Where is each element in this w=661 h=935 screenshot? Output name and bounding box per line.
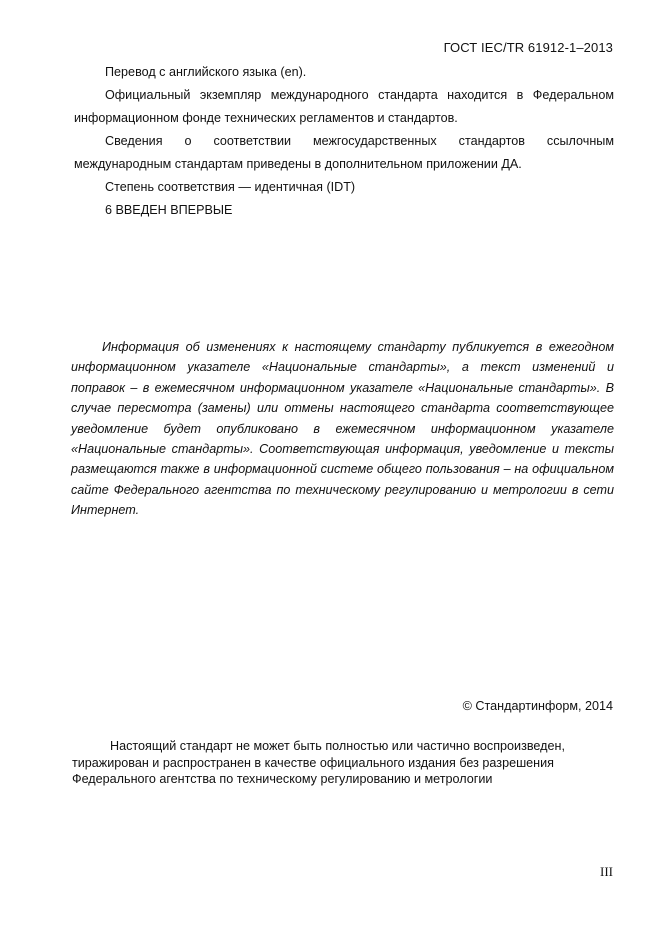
- reproduction-notice-line-3: Федерального агентства по техническому регулированию и метрологии: [72, 772, 493, 786]
- official-copy-note: Официальный экземпляр международного стандарта находится в Федеральном информационном фонде технических регламентов и стандартов.: [74, 88, 614, 125]
- translation-note: Перевод с английского языка (en).: [105, 65, 307, 79]
- reproduction-notice: [72, 738, 612, 788]
- copyright-notice: © Стандартинформ, 2014: [462, 699, 613, 713]
- changes-information-paragraph: Информация об изменениях к настоящему стандарту публикуется в ежегодном информационном указателе «Национальные стандарты», а текст изменений и поправок – в ежемесячном информационном указателе «Национальные стандарты». В случае пересмотра (замены) или отмены настоящего стандарта соответствующее уведомление будет опубликовано в ежемесячном информационном указателе «Национальные стандарты». Соответствующая информация, уведомление и тексты размещаются также в информационной системе общего пользования – на официальном сайте Федерального агентства по техническому регулированию и метрологии в сети Интернет.: [71, 340, 614, 518]
- document-code-header: ГОСТ IEC/TR 61912-1–2013: [443, 40, 613, 55]
- reproduction-notice-line-1: Настоящий стандарт не может быть полностью или частично воспроизведен,: [110, 739, 565, 753]
- reproduction-notice-line-2: тиражирован и распространен в качестве официального издания без разрешения: [72, 755, 554, 770]
- page-number: III: [600, 864, 613, 879]
- conformity-degree: Степень соответствия — идентичная (IDT): [105, 180, 356, 194]
- correspondence-note: Сведения о соответствии межгосударственных стандартов ссылочным международным стандартам приведены в дополнительном приложении ДА.: [74, 134, 614, 171]
- item-6-introduced: 6 ВВЕДЕН ВПЕРВЫЕ: [105, 203, 233, 217]
